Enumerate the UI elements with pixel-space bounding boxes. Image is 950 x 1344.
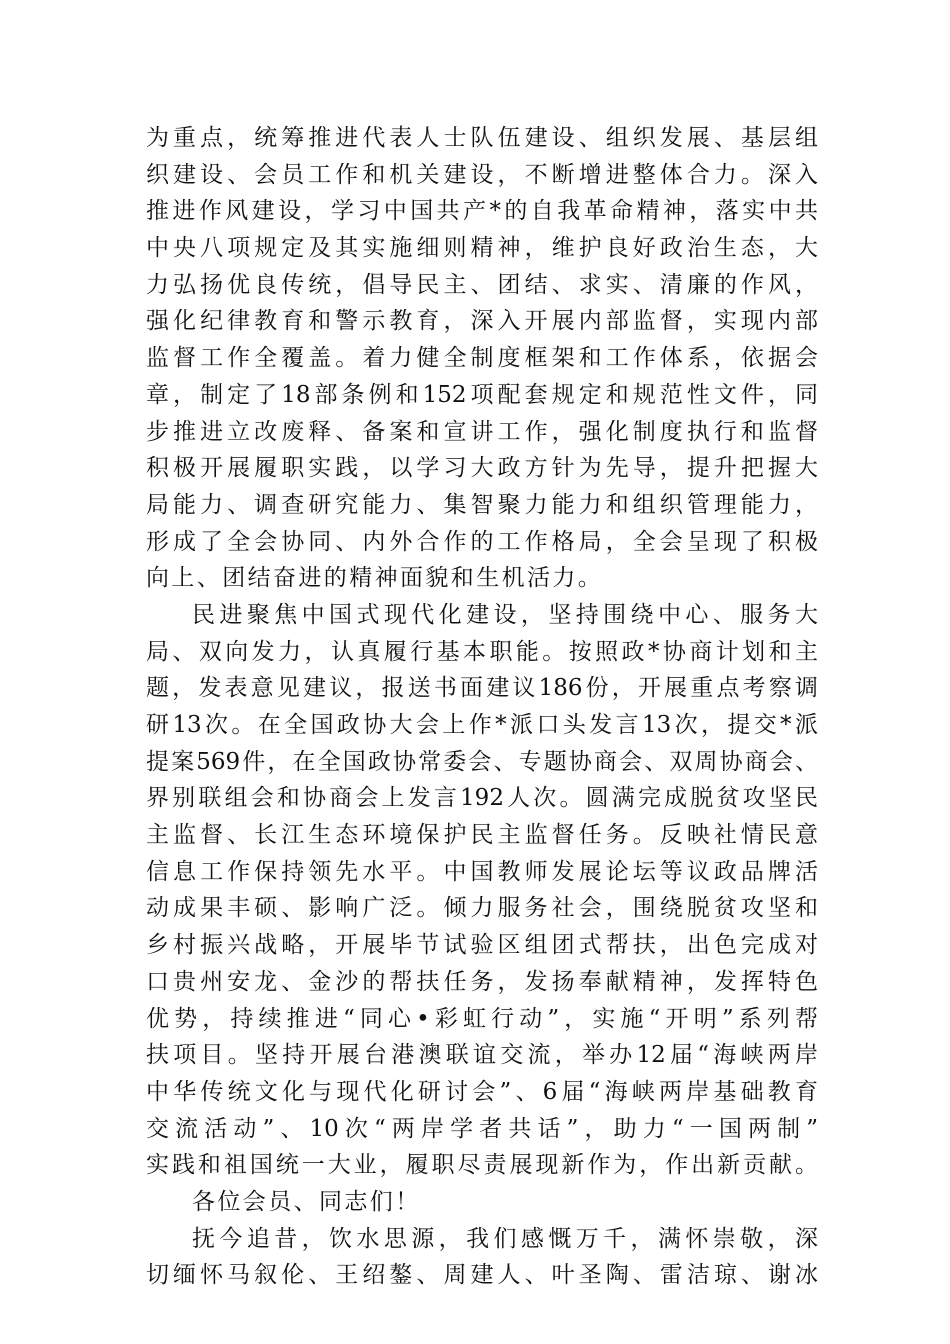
text-line: 积极开展履职实践，以学习大政方针为先导，提升把握大: [146, 455, 818, 482]
text-line: 动成果丰硕、影响广泛。倾力服务社会，围绕脱贫攻坚和: [146, 895, 818, 922]
paragraph-first-line: 抚今追昔，饮水思源，我们感慨万千，满怀崇敬，深: [192, 1225, 818, 1252]
text-line: 研13次。在全国政协大会上作*派口头发言13次，提交*派: [146, 712, 818, 738]
text-line: 强化纪律教育和警示教育，深入开展内部监督，实现内部: [146, 308, 818, 335]
text-line: 提案569件，在全国政协常委会、专题协商会、双周协商会、: [146, 748, 818, 775]
text-line: 监督工作全覆盖。着力健全制度框架和工作体系，依据会: [146, 345, 818, 372]
text-line: 主监督、长江生态环境保护民主监督任务。反映社情民意: [146, 822, 818, 849]
text-line: 实践和祖国统一大业，履职尽责展现新作为，作出新贡献。: [146, 1152, 818, 1179]
text-line: 题，发表意见建议，报送书面建议186份，开展重点考察调: [146, 675, 818, 702]
text-line: 章，制定了18部条例和152项配套规定和规范性文件，同: [146, 381, 818, 408]
text-line: 力弘扬优良传统，倡导民主、团结、求实、清廉的作风，: [146, 271, 818, 298]
paragraph-first-line: 各位会员、同志们！: [192, 1188, 421, 1215]
text-line: 形成了全会协同、内外合作的工作格局，全会呈现了积极: [146, 528, 818, 555]
text-line: 中央八项规定及其实施细则精神，维护良好政治生态，大: [146, 235, 818, 262]
text-line: 信息工作保持领先水平。中国教师发展论坛等议政品牌活: [146, 858, 818, 885]
text-line: 扶项目。坚持开展台港澳联谊交流，举办12届“海峡两岸: [146, 1042, 818, 1069]
text-line: 局能力、调查研究能力、集智聚力能力和组织管理能力，: [146, 491, 818, 518]
text-line: 交流活动”、10次“两岸学者共话”，助力“一国两制”: [146, 1115, 818, 1142]
text-line: 向上、团结奋进的精神面貌和生机活力。: [146, 565, 604, 592]
text-line: 织建设、会员工作和机关建设，不断增进整体合力。深入: [146, 161, 818, 188]
text-line: 中华传统文化与现代化研讨会”、6届“海峡两岸基础教育: [146, 1078, 818, 1105]
text-line: 切缅怀马叙伦、王绍鏊、周建人、叶圣陶、雷洁琼、谢冰: [146, 1262, 818, 1289]
paragraph-first-line: 民进聚焦中国式现代化建设，坚持围绕中心、服务大: [192, 601, 818, 628]
text-line: 为重点，统筹推进代表人士队伍建设、组织发展、基层组: [146, 125, 818, 151]
text-line: 口贵州安龙、金沙的帮扶任务，发扬奉献精神，发挥特色: [146, 968, 818, 995]
text-line: 优势，持续推进“同心•彩虹行动”，实施“开明”系列帮: [146, 1005, 818, 1032]
text-line: 界别联组会和协商会上发言192人次。圆满完成脱贫攻坚民: [146, 785, 818, 812]
text-line: 推进作风建设，学习中国共产*的自我革命精神，落实中共: [146, 198, 818, 225]
text-line: 局、双向发力，认真履行基本职能。按照政*协商计划和主: [146, 638, 818, 665]
text-line: 步推进立改废释、备案和宣讲工作，强化制度执行和监督: [146, 418, 818, 445]
body-text: [146, 120, 818, 1294]
text-line: 乡村振兴战略，开展毕节试验区组团式帮扶，出色完成对: [146, 932, 818, 959]
